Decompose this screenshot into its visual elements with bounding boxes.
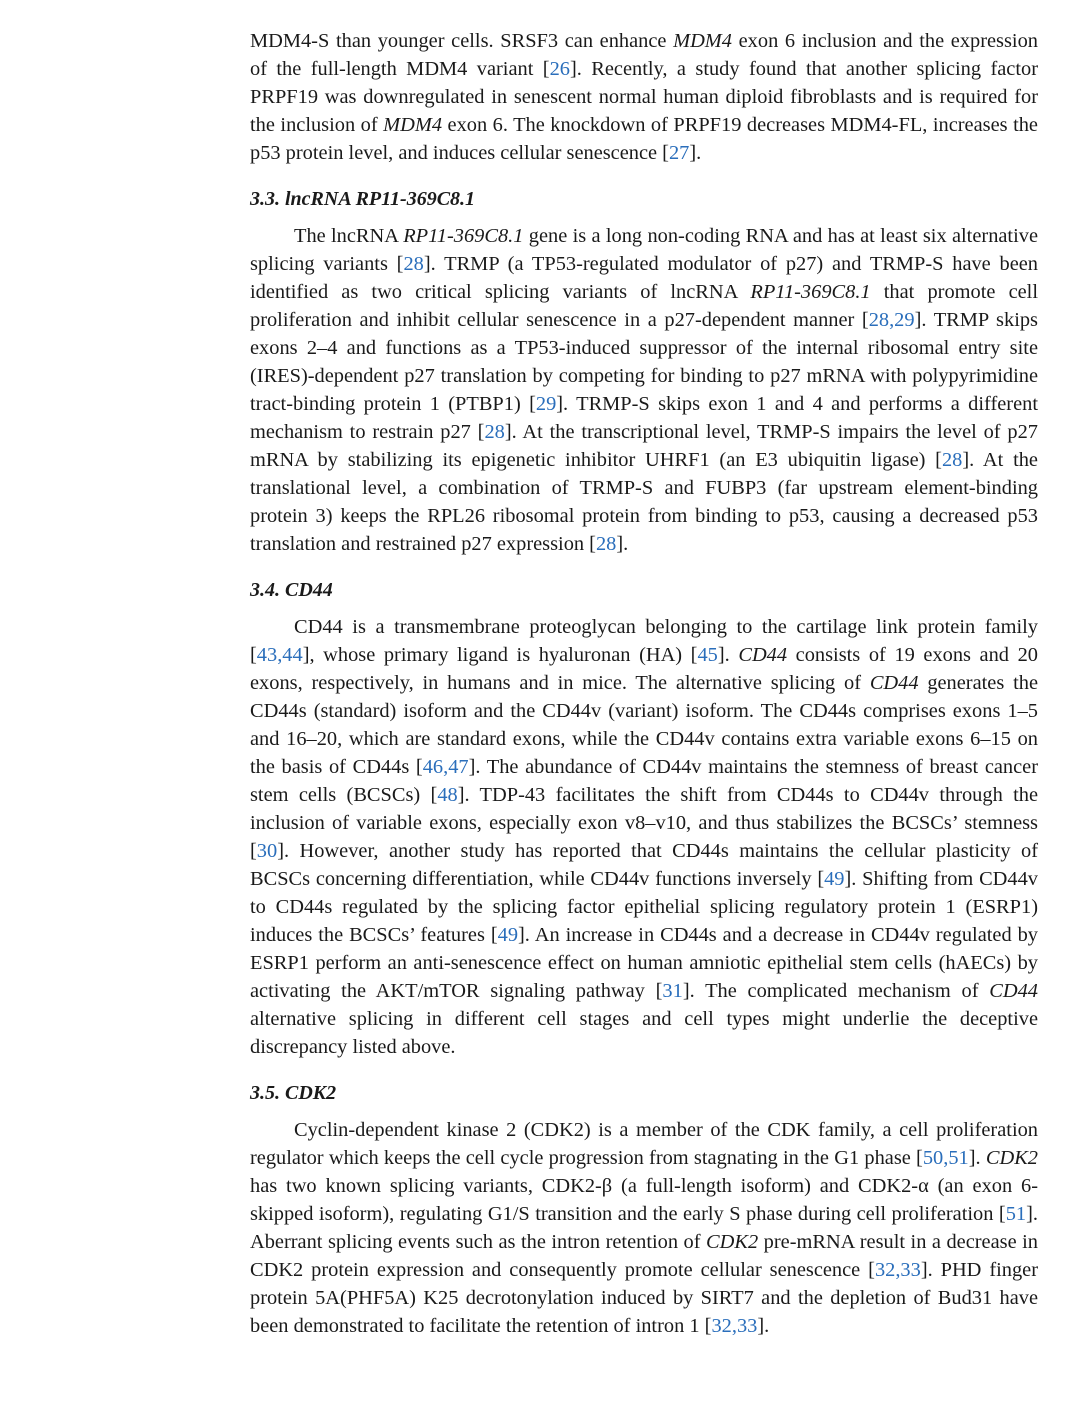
text-run: that promote cell proliferation and inhibit cellular senescence in a p27-dependent manner [ [250,281,1038,331]
text-run: ]. The abundance of CD44v maintains the stemness of breast cancer stem cells (BCSCs) [ [250,756,1039,806]
section-heading-3-5 [250,1079,1038,1107]
text-run: generates the CD44s (standard) isoform and the CD44v (variant) isoform. The CD44s comprises exons 1–5 and 16–20, which are standard exons, while the CD44v contains extra variable exons 6–15 on the basis of CD44s [ [250,672,1038,778]
section-heading-3-3 [250,185,1038,213]
text-run: ]. However, another study has reported that CD44s maintains the cellular plasticity of BCSCs concerning differentiation, while CD44v functions inversely [ [250,840,1038,890]
citation-link[interactable]: 48 [437,784,458,806]
citation-link[interactable]: 29 [535,393,557,415]
text-run: alternative splicing in different cell stages and cell types might underlie the deceptive discrepancy listed above. [250,1008,1038,1058]
text-run: ]. [717,644,739,666]
text-run: ]. Shifting from CD44v to CD44s regulated by the splicing factor epithelial splicing regulatory protein 1 (ESRP1) induces the BCSCs’ features [ [250,868,1038,946]
section-title: CDK2 [285,1082,337,1104]
paragraph-cdk2 [250,1116,1038,1340]
text-run: gene is a long non-coding RNA and has at least six alternative splicing variants [ [250,225,1039,275]
text-run: ]. Aberrant splicing events such as the intron retention of [250,1203,1038,1253]
italic-term: MDM4 [383,114,443,136]
text-run: ]. At the transcriptional level, TRMP-S impairs the level of p27 mRNA by stabilizing its epigenetic inhibitor UHRF1 (an E3 ubiquitin ligase) [ [250,421,1038,471]
text-run: The lncRNA [294,225,404,247]
text-run: ]. Recently, a study found that another splicing factor PRPF19 was downregulated in senescent normal human diploid fibroblasts and is required for the inclusion of [250,58,1038,136]
citation-link[interactable]: 49 [824,868,845,890]
text-run: ]. TRMP-S skips exon 1 and 4 and performs a different mechanism to restrain p27 [ [250,393,1038,443]
text-run: ]. TRMP skips exons 2–4 and functions as a TP53-induced suppressor of the internal ribosomal entry site (IRES)-dependent p27 translation by competing for binding to p27 mRNA with polypyrimidine tract-binding protein 1 (PTBP1) [ [250,309,1038,415]
text-run: ]. TDP-43 facilitates the shift from CD44s to CD44v through the inclusion of variable exons, especially exon v8–v10, and thus stabilizes the BCSCs’ stemness [ [250,784,1039,862]
italic-term: RP11-369C8.1 [403,225,524,247]
section-number: 3.4. [250,579,280,601]
text-run: ]. At the translational level, a combination of TRMP-S and FUBP3 (far upstream element-binding protein 3) keeps the RPL26 ribosomal protein from binding to p53, causing a decreased p53 translation and restrained p27 expression [ [250,449,1038,555]
text-run: exon 6. The knockdown of PRPF19 decreases MDM4-FL, increases the p53 protein level, and induces cellular senescence [ [250,114,1038,164]
citation-link[interactable]: 28 [595,533,617,555]
text-run: ]. TRMP (a TP53-regulated modulator of p27) and TRMP-S have been identified as two critical splicing variants of lncRNA [250,253,1038,303]
text-run: ]. [689,142,702,164]
citation-link[interactable]: 31 [662,980,683,1002]
citation-link[interactable]: 28 [403,253,424,275]
paragraph-cd44 [250,613,1038,1061]
citation-link[interactable]: 51 [1005,1203,1027,1225]
citation-link[interactable]: 32,33 [711,1315,758,1337]
text-run: Cyclin-dependent kinase 2 (CDK2) is a member of the CDK family, a cell proliferation regulator which keeps the cell cycle progression from stagnating in the G1 phase [ [250,1119,1038,1169]
text-run: ], whose primary ligand is hyaluronan (HA) [ [302,644,698,666]
citation-link[interactable]: 32,33 [874,1259,921,1281]
text-run: has two known splicing variants, CDK2-β (a full-length isoform) and CDK2-α (an exon 6-skipped isoform), regulating G1/S transition and the early S phase during cell proliferation [ [250,1175,1038,1225]
citation-link[interactable]: 46,47 [422,756,469,778]
text-run: CD44 is a transmembrane proteoglycan belonging to the cartilage link protein family [ [250,616,1038,666]
section-title: lncRNA RP11-369C8.1 [285,188,476,210]
section-number: 3.5. [250,1082,280,1104]
citation-link[interactable]: 28,29 [868,309,915,331]
citation-link[interactable]: 43,44 [256,644,303,666]
citation-link[interactable]: 50,51 [922,1147,969,1169]
article-page [250,27,1038,1340]
text-run: ]. An increase in CD44s and a decrease in CD44v regulated by ESRP1 perform an anti-senescence effect on human amniotic epithelial stem cells (hAECs) by activating the AKT/mTOR signaling pathway [ [250,924,1038,1002]
citation-link[interactable]: 28 [941,449,963,471]
citation-link[interactable]: 28 [484,421,505,443]
text-run: consists of 19 exons and 20 exons, respectively, in humans and in mice. The alternative splicing of [250,644,1038,694]
citation-link[interactable]: 49 [497,924,519,946]
section-heading-3-4 [250,576,1038,604]
text-run: ]. PHD finger protein 5A(PHF5A) K25 decrotonylation induced by SIRT7 and the depletion of Bud31 have been demonstrated to facilitate the retention of intron 1 [ [250,1259,1039,1337]
italic-term: MDM4 [673,30,732,52]
italic-term: CDK2 [985,1147,1038,1169]
text-run: ]. [757,1315,770,1337]
text-run: pre-mRNA result in a decrease in CDK2 protein expression and consequently promote cellular senescence [ [250,1231,1038,1281]
text-run: exon 6 inclusion and the expression of the full-length MDM4 variant [ [250,30,1038,80]
section-title: CD44 [285,579,333,601]
citation-link[interactable]: 26 [549,58,570,80]
paragraph-mdm4-continued [250,27,1038,167]
text-run: ]. The complicated mechanism of [682,980,990,1002]
italic-term: CD44 [869,672,919,694]
italic-term: CD44 [738,644,788,666]
paragraph-lncrna [250,222,1038,558]
citation-link[interactable]: 27 [668,142,690,164]
text-run: ]. [968,1147,986,1169]
italic-term: CD44 [989,980,1038,1002]
italic-term: CDK2 [706,1231,759,1253]
italic-term: RP11-369C8.1 [750,281,871,303]
text-run: ]. [616,533,629,555]
citation-link[interactable]: 45 [697,644,718,666]
citation-link[interactable]: 30 [256,840,278,862]
text-run: MDM4-S than younger cells. SRSF3 can enhance [250,30,674,52]
section-number: 3.3. [250,188,280,210]
